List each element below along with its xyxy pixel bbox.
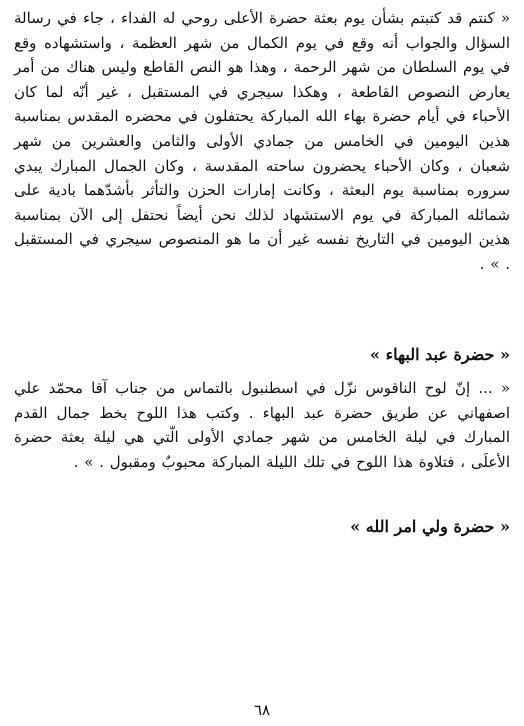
section-heading-guardian: « حضرة ولي امر الله » <box>350 517 510 536</box>
section-heading-abdul-baha: « حضرة عبد البهاء » <box>370 345 510 364</box>
page-number: ٦٨ <box>253 701 271 719</box>
quote-paragraph-tablet-of-naqus: « ... إنّ لوح الناقوس نزّل في اسطنبول بالتماس من جناب آقا محمّد علي اصفهاني عن طريق حضرة عبد البهاء . وكتب هذا اللوح بخط جمال القدم المبارك في ليلة الخامس من شهر جمادي الأولى الّتي هي ليلة بعثة حضرة الأعلَى ، فتلاوة هذا اللوح في تلك الليلة المباركة محبوبٌ ومقبول . » . <box>14 379 511 471</box>
quote-paragraph-bab-birth-martyrdom: « كنتم قد كتبتم بشأن يوم بعثة حضرة الأعلى روحي له الفداء ، جاء في رسالة السؤال والجواب أنه وقع في يوم الكمال من شهر العظمة ، واستشهاده وقع في يوم السلطان من شهر الرحمة ، وهذا هو النص القاطع وليس هناك من أمر يعارض النصوص القاطعة ، وهكذا سيجري في المستقبل ، غير أنّه لما كان الأحباء في أيام حضرة بهاء الله المباركة يحتفلون في محضره المقدس بمناسبة هذين اليومين في الخامس من جمادي الأولى والثامن والعشرين من شهر شعبان ، وكان الأحباء يحضرون ساحته المقدسة ، وكان الجمال المبارك يبدي سروره بمناسبة يوم البعثة ، وكانت إمارات الحزن والتأثر بأشدّهما بادية على شمائله المباركة في يوم الاستشهاد لذلك نحن أيضاً نحتفل إلى الآن بمناسبة هذين اليومين في التاريخ نفسه غير أن ما هو المنصوص سيجري في المستقبل . » . <box>14 9 510 273</box>
